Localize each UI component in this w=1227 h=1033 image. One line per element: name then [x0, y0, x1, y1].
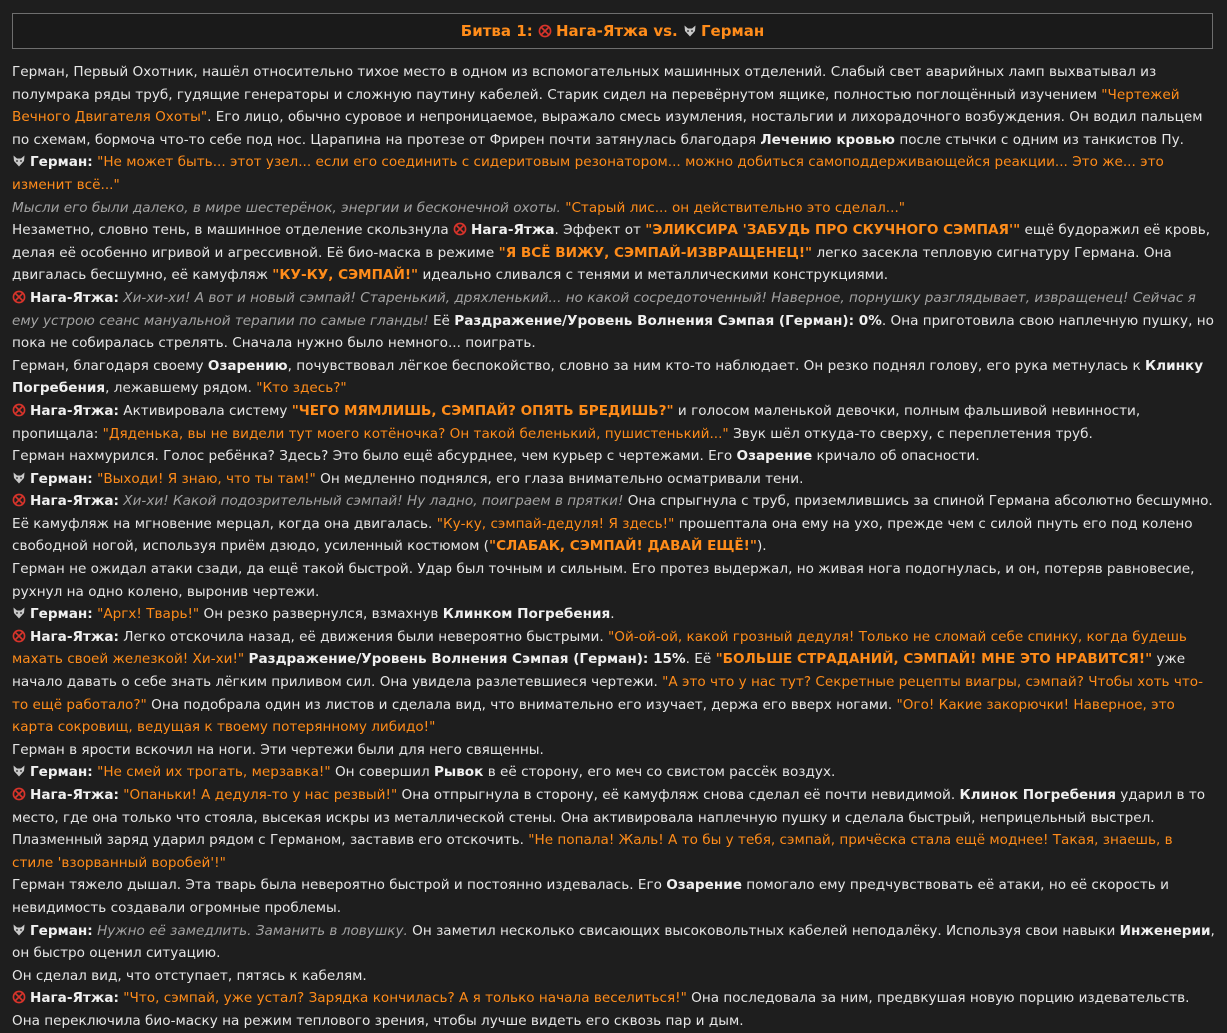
- quote-text: "Не смей их трогать, мерзавка!": [97, 764, 331, 781]
- bold-term: Клинку Погребения: [12, 357, 1204, 397]
- story-paragraph: [12, 784, 1217, 874]
- story-text: помогало ему предчувствовать её атаки, но её скорость и невидимость создавали огромные проблемы.: [12, 877, 1169, 916]
- bold-term: Озарение: [736, 448, 813, 465]
- wolf-icon: [12, 764, 26, 778]
- story-text: . Эффект от: [554, 222, 646, 239]
- wolf-icon: [683, 24, 697, 38]
- wolf-icon: [12, 923, 26, 937]
- quote-text: "Старый лис... он действительно это сделал...": [565, 199, 906, 216]
- story-paragraph: [12, 445, 1217, 468]
- story-text: Незаметно, словно тень, в машинное отделение скользнула: [12, 222, 453, 239]
- story-paragraph: [12, 355, 1217, 400]
- bold-term: Нага-Ятжа: [471, 222, 555, 239]
- quote-text: "Кто здесь?": [256, 380, 347, 397]
- story-text: , почувствовал лёгкое беспокойство, словно за ним кто-то наблюдает. Он резко поднял голову, его рука метнулась к: [287, 357, 1146, 374]
- bold-term: Инженерии: [1119, 922, 1211, 939]
- story-paragraph: [12, 468, 1217, 491]
- naga-emblem-icon: [12, 787, 26, 801]
- story-text: . Её: [685, 651, 716, 668]
- story-text: Её: [428, 312, 455, 329]
- story-text: кричало об опасности.: [812, 448, 980, 465]
- story-text: после стычки с одним из танкистов Пу.: [895, 131, 1184, 148]
- quote-text: "Ку-ку, сэмпай-дедуля! Я здесь!": [436, 515, 675, 532]
- system-mode-text: "Я ВСЁ ВИЖУ, СЭМПАЙ-ИЗВРАЩЕНЕЦ!": [498, 244, 813, 261]
- story-text: и голосом маленькой девочки, полным фальшивой невинности, пропищала:: [12, 402, 1141, 442]
- bold-term: Герман:: [30, 764, 93, 781]
- story-text: ещё будоражил её кровь, делая её особенно игривой и агрессивной. Её био-маска в режиме: [12, 222, 1211, 261]
- story-text: Герман в ярости вскочил на ноги. Эти чертежи были для него священны.: [12, 741, 544, 758]
- story-text: Она последовала за ним, предвкушая новую порцию издевательств. Она переключила био-маску на режим теплового зрения, чтобы лучше видеть его сквозь пар и дым.: [12, 990, 1190, 1029]
- story-text: Герман тяжело дышал. Эта тварь была невероятно быстрой и постоянно издевалась. Его: [12, 877, 667, 894]
- quote-text: "Ой-ой-ой, какой грозный дедуля! Только не сломай себе спинку, когда будешь махать своей железкой! Хи-хи!": [12, 628, 1187, 668]
- battle-story: [12, 61, 1217, 1033]
- naga-emblem-icon: [12, 403, 26, 417]
- bold-term: Герман:: [30, 470, 93, 487]
- quote-text: "Опаньки! А дедуля-то у нас резвый!": [123, 787, 398, 803]
- wolf-icon: [12, 606, 26, 620]
- story-paragraph: [12, 197, 1217, 220]
- story-paragraph: [12, 558, 1217, 603]
- quote-text: "Чертежей Вечного Двигателя Охоты": [12, 86, 1180, 126]
- bold-term: Нага-Ятжа:: [30, 628, 119, 645]
- battle-title-prefix: Битва 1:: [460, 21, 533, 40]
- story-paragraph: [12, 874, 1217, 919]
- story-paragraph: [12, 603, 1217, 626]
- story-text: .: [610, 606, 615, 623]
- naga-emblem-icon: [538, 24, 552, 38]
- bold-term: Лечению кровью: [760, 131, 896, 148]
- wolf-icon: [12, 471, 26, 485]
- bold-term: Герман:: [30, 606, 93, 623]
- bold-term: Озарение: [666, 877, 742, 894]
- quote-text: "Ого! Какие закорючки! Наверное, это карта сокровищ, ведущая к твоему потерянному либидо!": [12, 696, 1175, 736]
- quote-text: "Дяденька, вы не видели тут моего котёночка? Он такой беленький, пушистенький...": [102, 425, 729, 442]
- battle-fighter2: Герман: [700, 21, 765, 40]
- naga-emblem-icon: [12, 629, 26, 643]
- quote-text: "Выходи! Я знаю, что ты там!": [97, 470, 316, 487]
- story-text: , он быстро оценил ситуацию.: [12, 922, 1215, 962]
- story-text: Он сделал вид, что отступает, пятясь к кабелям.: [12, 967, 367, 984]
- story-text: Он резко развернулся, взмахнув: [199, 606, 443, 623]
- quote-text: "Не попала! Жаль! А то бы у тебя, сэмпай, причёска стала ещё моднее! Такая, знаешь, в стиле 'взорванный воробей'!": [12, 832, 1173, 871]
- story-text: Он совершил: [330, 764, 434, 781]
- story-text: уже начало давать о себе знать лёгким приливом сил. Она увидела разлетевшиеся чертежи.: [12, 651, 1186, 691]
- bold-term: Нага-Ятжа:: [30, 990, 119, 1007]
- wolf-icon: [12, 154, 26, 168]
- bold-term: Нага-Ятжа:: [30, 493, 119, 510]
- story-text: , лежавшему рядом.: [105, 380, 257, 397]
- quote-text: "Аргх! Тварь!": [97, 606, 200, 623]
- bold-term: Герман:: [30, 154, 93, 171]
- battle-vs: vs.: [653, 21, 678, 40]
- system-mode-text: "ЭЛИКСИРА 'ЗАБУДЬ ПРО СКУЧНОГО СЭМПАЯ'": [645, 222, 1021, 239]
- story-text: Он заметил несколько свисающих высоковольтных кабелей неподалёку. Используя свои навыки: [407, 922, 1120, 939]
- story-text: ударил в то место, где она только что стояла, высекая искры из металлической стены. Она активировала наплечную пушку и сделала быстрый, неприцельный выстрел. Плазменный заряд ударил рядом с Германом, заставив его отскочить.: [12, 787, 1206, 849]
- bold-term: Клинком Погребения: [442, 606, 611, 623]
- system-mode-text: "ЧЕГО МЯМЛИШЬ, СЭМПАЙ? ОПЯТЬ БРЕДИШЬ?": [291, 402, 674, 419]
- story-text: прошептала она ему на ухо, прежде чем с силой пнуть его под колено свободной ногой, используя приём дзюдо, усиленный костюмом (: [12, 515, 1193, 555]
- bold-term: Герман:: [30, 922, 93, 939]
- bold-term: Клинок Погребения: [959, 787, 1116, 803]
- bold-term: Рывок: [433, 764, 484, 781]
- quote-text: "Не может быть... этот узел... если его соединить с сидеритовым резонатором... можно добиться самоподдерживающейся реакции... Это же... это изменит всё...": [12, 154, 1164, 193]
- story-paragraph: [12, 761, 1217, 784]
- bold-term: Озарению: [207, 357, 288, 374]
- quote-text: "А это что у нас тут? Секретные рецепты виагры, сэмпай? Чтобы хоть что-то ещё работало?": [12, 674, 1204, 713]
- system-mode-text: "БОЛЬШЕ СТРАДАНИЙ, СЭМПАЙ! МНЕ ЭТО НРАВИТСЯ!": [715, 651, 1153, 668]
- story-text: в её сторону, его меч со свистом рассёк воздух.: [483, 764, 836, 781]
- naga-emblem-icon: [12, 493, 26, 507]
- story-paragraph: [12, 219, 1217, 287]
- naga-emblem-icon: [453, 222, 467, 236]
- story-text: Активировала систему: [118, 402, 292, 419]
- story-text: Герман, благодаря своему: [12, 357, 208, 374]
- naga-emblem-icon: [12, 990, 26, 1004]
- story-text: . Его лицо, обычно суровое и непроницаемое, выражало смесь изумления, ностальгии и лихорадочного возбуждения. Он водил пальцем по схемам, бормоча что-то себе под нос. Царапина на протезе от Фрирен почти затянулась благодаря: [12, 109, 1203, 148]
- story-text: Легко отскочила назад, её движения были невероятно быстрыми.: [118, 628, 608, 645]
- thought-text: Нужно её замедлить. Заманить в ловушку.: [97, 922, 408, 939]
- story-text: Герман нахмурился. Голос ребёнка? Здесь? Это было ещё абсурднее, чем курьер с чертежами. Его: [12, 448, 737, 465]
- thought-text: Хи-хи-хи! А вот и новый сэмпай! Старенький, дряхленький... но какой сосредоточенный! Наверное, порнушку разглядывает, извращенец! Сейчас я ему устрою сеанс мануальной терапии по самые гланды!: [12, 289, 1196, 329]
- story-paragraph: [12, 920, 1217, 965]
- story-paragraph: [12, 739, 1217, 762]
- battle-title-box: [12, 13, 1213, 49]
- system-mode-text: "СЛАБАК, СЭМПАЙ! ДАВАЙ ЕЩЁ!": [489, 538, 757, 555]
- story-paragraph: [12, 965, 1217, 988]
- story-paragraph: [12, 400, 1217, 445]
- story-text: легко засекла тепловую сигнатуру Германа. Она двигалась бесшумно, её камуфляж: [12, 244, 1172, 284]
- story-paragraph: [12, 490, 1217, 558]
- bold-term: Нага-Ятжа:: [30, 402, 119, 419]
- battle-fighter1: Нага-Ятжа: [555, 21, 649, 40]
- story-text: ).: [756, 538, 767, 555]
- story-text: Она спрыгнула с труб, приземлившись за спиной Германа абсолютно бесшумно. Её камуфляж на мгновение мерцал, когда она двигалась.: [12, 493, 1213, 532]
- bold-term: Нага-Ятжа:: [30, 787, 119, 803]
- story-paragraph: [12, 987, 1217, 1032]
- thought-text: Мысли его были далеко, в мире шестерёнок, энергии и бесконечной охоты.: [12, 199, 561, 216]
- story-text: Звук шёл откуда-то сверху, с переплетения труб.: [728, 425, 1093, 442]
- system-mode-text: "КУ-КУ, СЭМПАЙ!": [272, 267, 419, 284]
- story-text: Она подобрала один из листов и сделала вид, что внимательно его изучает, держа его вверх ногами.: [146, 696, 897, 713]
- story-paragraph: [12, 61, 1217, 151]
- bold-term: Нага-Ятжа:: [30, 289, 119, 306]
- naga-emblem-icon: [12, 290, 26, 304]
- story-paragraph: [12, 287, 1217, 355]
- bold-term: Раздражение/Уровень Волнения Сэмпая (Герман): 0%: [454, 312, 882, 329]
- story-text: идеально сливался с тенями и металлическими конструкциями.: [418, 267, 889, 284]
- story-text: Она отпрыгнула в сторону, её камуфляж снова сделал её почти невидимой.: [397, 787, 960, 803]
- story-text: Герман не ожидал атаки сзади, да ещё такой быстрой. Удар был точным и сильным. Его протез выдержал, но живая нога подогнулась, и он, потеряв равновесие, рухнул на одно колено, выронив чертежи.: [12, 561, 1195, 600]
- story-text: . Она приготовила свою наплечную пушку, но пока не собиралась стрелять. Сначала нужно было немного... поиграть.: [12, 312, 1214, 352]
- story-text: Он медленно поднялся, его глаза внимательно осматривали тени.: [315, 470, 804, 487]
- bold-term: Раздражение/Уровень Волнения Сэмпая (Герман): 15%: [248, 651, 686, 668]
- story-text: Герман, Первый Охотник, нашёл относительно тихое место в одном из вспомогательных машинных отделений. Слабый свет аварийных ламп выхватывал из полумрака ряды труб, гудящие генераторы и сложную паутину кабелей. Старик сидел на перевёрнутом ящике, полностью поглощённый изучением: [12, 64, 1157, 103]
- quote-text: "Что, сэмпай, уже устал? Зарядка кончилась? А я только начала веселиться!": [123, 990, 687, 1007]
- thought-text: Хи-хи! Какой подозрительный сэмпай! Ну ладно, поиграем в прятки!: [123, 493, 624, 510]
- story-paragraph: [12, 626, 1217, 739]
- story-paragraph: [12, 151, 1217, 196]
